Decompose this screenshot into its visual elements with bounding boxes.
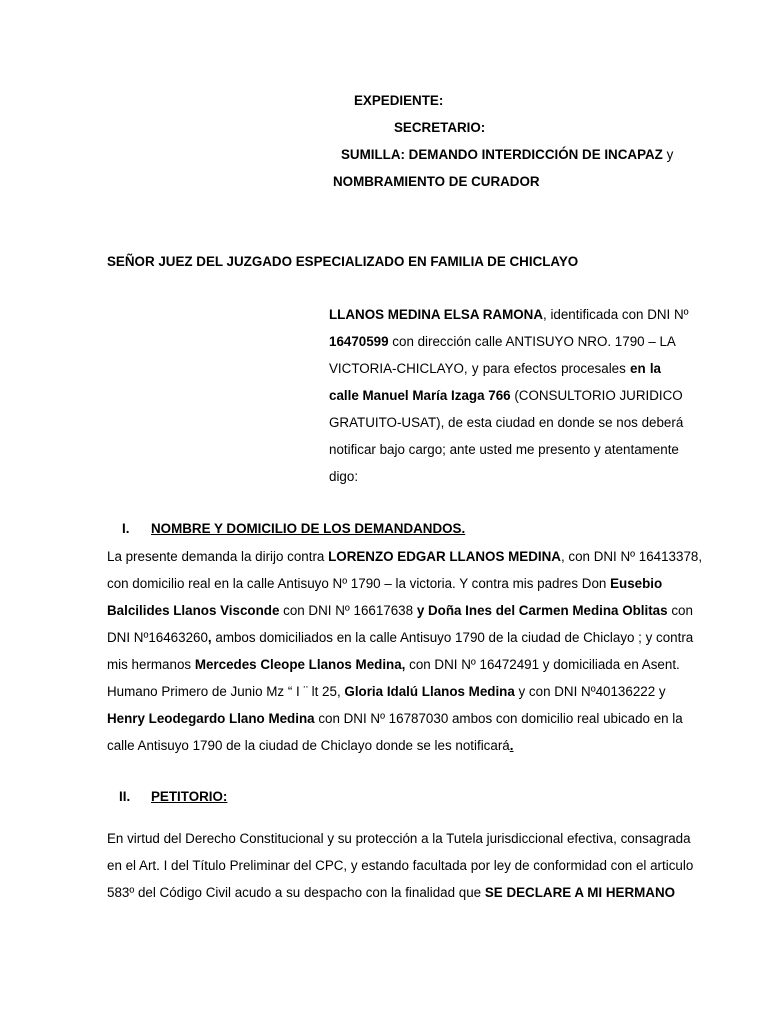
- defendant-name: y Doña Ines del Carmen Medina Oblitas: [416, 603, 668, 618]
- intro-line: [329, 382, 683, 409]
- body-text: calle Antisuyo 1790 de la ciudad de Chiclayo donde se les notificará: [107, 738, 510, 753]
- body-text: , con DNI Nº 16413378,: [560, 549, 703, 564]
- section-1-heading: [122, 521, 465, 536]
- body-text: con DNI Nº 16787030 ambos con domicilio real ubicado en la: [314, 711, 683, 726]
- section-2-title: PETITORIO:: [151, 789, 228, 804]
- paragraph-line: [107, 651, 680, 678]
- body-text: La presente demanda la dirijo contra: [107, 549, 329, 564]
- paragraph-line: [107, 570, 663, 597]
- body-text: DNI Nº16463260: [107, 630, 208, 645]
- defendant-name: Henry Leodegardo Llano Medina: [107, 711, 315, 726]
- paragraph-line: [107, 879, 676, 906]
- body-text: 583º del Código Civil acudo a su despacho con la finalidad que: [107, 885, 485, 900]
- paragraph-line: en el Art. I del Título Preliminar del CPC, y estando facultada por ley de conformidad con el articulo: [107, 858, 694, 873]
- section-1-number: I.: [122, 521, 130, 536]
- paragraph-line: [107, 732, 660, 759]
- section-1-paragraph: [107, 543, 703, 759]
- plaintiff-name: LLANOS MEDINA ELSA RAMONA: [329, 307, 543, 322]
- intro-line: digo:: [329, 469, 359, 484]
- section-2-number: II.: [119, 789, 131, 804]
- defendant-name: Balcilides Llanos Visconde: [107, 603, 280, 618]
- addressee: SEÑOR JUEZ DEL JUZGADO ESPECIALIZADO EN FAMILIA DE CHICLAYO: [107, 254, 579, 269]
- sumilla-conjunction: y: [662, 147, 674, 162]
- intro-line: GRATUITO-USAT), de esta ciudad en donde se nos deberá: [329, 415, 684, 430]
- paragraph-line: En virtud del Derecho Constitucional y su protección a la Tutela jurisdiccional efectiva, consagrada: [107, 831, 691, 846]
- body-bold: ,: [207, 630, 212, 645]
- defendant-name: LORENZO EDGAR LLANOS MEDINA: [328, 549, 561, 564]
- paragraph-line: [107, 678, 666, 705]
- section-2-heading: [119, 789, 227, 804]
- expediente-label: EXPEDIENTE:: [354, 93, 444, 108]
- paragraph-line: [107, 543, 703, 570]
- body-text: mis hermanos: [107, 657, 195, 672]
- body-text: y con DNI Nº40136222 y: [514, 684, 666, 699]
- sumilla-line-1: [341, 147, 673, 162]
- body-text: con: [667, 603, 693, 618]
- intro-line: [329, 328, 676, 355]
- intro-bold: en la: [630, 361, 661, 376]
- intro-text: VICTORIA-CHICLAYO, y para efectos procesales: [329, 361, 631, 376]
- defendant-name: Eusebio: [610, 576, 663, 591]
- paragraph-line: [107, 624, 694, 651]
- petition-text: SE DECLARE A MI HERMANO: [484, 885, 676, 900]
- defendant-name: Mercedes Cleope Llanos Medina,: [194, 657, 406, 672]
- body-bold: .: [509, 738, 514, 753]
- secretario-label: SECRETARIO:: [394, 120, 486, 135]
- paragraph-line: [107, 705, 683, 732]
- intro-text: , identificada con DNI Nº: [543, 307, 689, 322]
- intro-line: [329, 301, 689, 328]
- body-text: con DNI Nº 16472491 y domiciliada en Asent.: [405, 657, 680, 672]
- sumilla-line-2: NOMBRAMIENTO DE CURADOR: [333, 174, 540, 189]
- plaintiff-dni: 16470599: [329, 334, 389, 349]
- intro-paragraph: [329, 301, 689, 490]
- body-text: Humano Primero de Junio Mz “ I ¨ lt 25,: [107, 684, 345, 699]
- body-text: con DNI Nº 16617638: [279, 603, 417, 618]
- section-2-paragraph: [107, 825, 694, 906]
- intro-text: (CONSULTORIO JURIDICO: [510, 388, 683, 403]
- body-text: con domicilio real en la calle Antisuyo Nº 1790 – la victoria. Y contra mis padres Don: [107, 576, 611, 591]
- procedural-address: calle Manuel María Izaga 766: [329, 388, 511, 403]
- paragraph-line: [107, 597, 693, 624]
- body-text: ambos domiciliados en la calle Antisuyo 1790 de la ciudad de Chiclayo ; y contra: [211, 630, 694, 645]
- intro-line: notificar bajo cargo; ante usted me presento y atentamente: [329, 442, 679, 457]
- intro-text: con dirección calle ANTISUYO NRO. 1790 – LA: [388, 334, 676, 349]
- section-1-title: NOMBRE Y DOMICILIO DE LOS DEMANDANDOS.: [151, 521, 466, 536]
- intro-line: [329, 355, 661, 382]
- sumilla-text: SUMILLA: DEMANDO INTERDICCIÓN DE INCAPAZ: [341, 147, 663, 162]
- defendant-name: Gloria Idalú Llanos Medina: [344, 684, 515, 699]
